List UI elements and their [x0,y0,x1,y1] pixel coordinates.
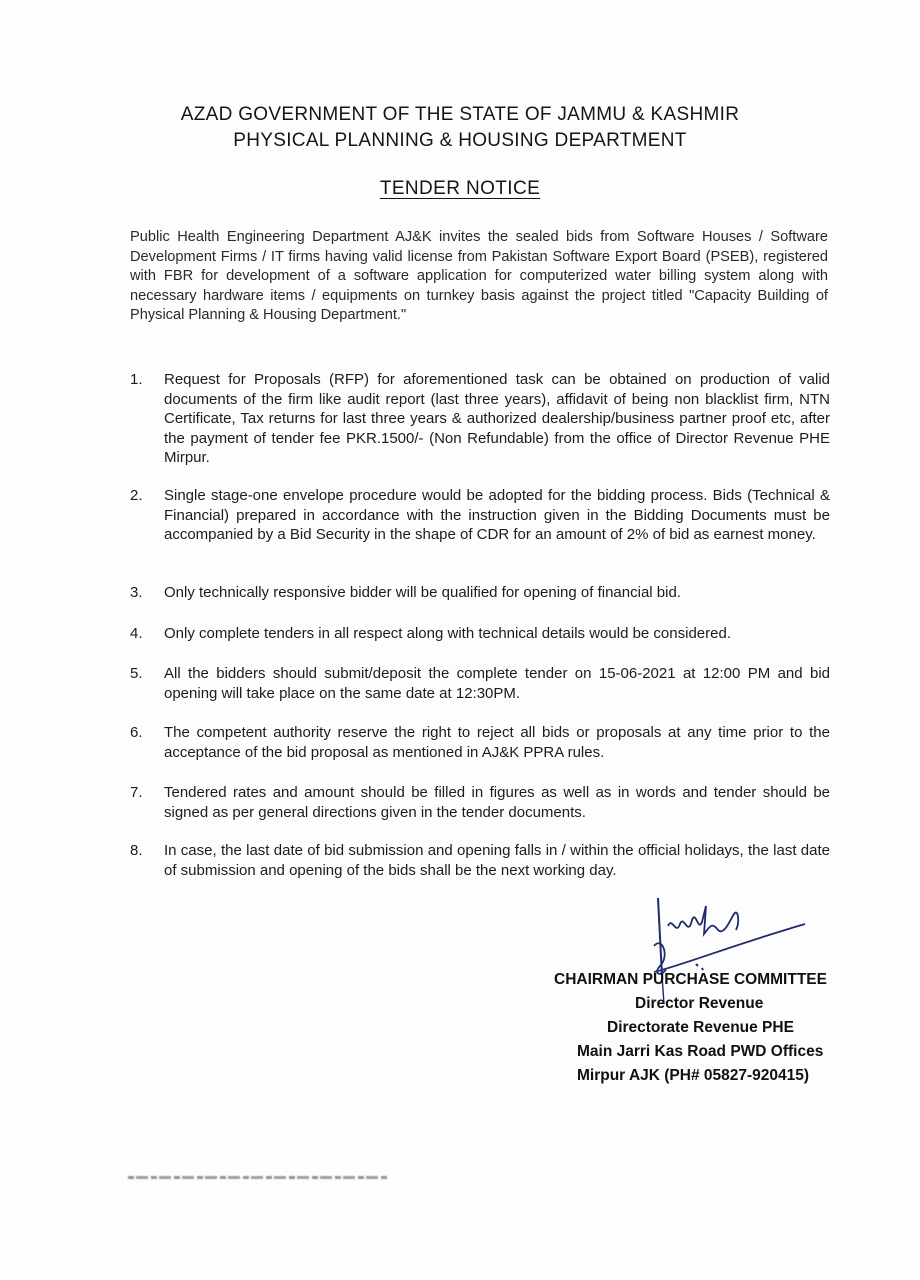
list-item [130,664,830,703]
list-item [130,783,830,822]
notice-title: TENDER NOTICE [379,178,541,199]
signatory-address: Main Jarri Kas Road PWD Offices [577,1043,824,1060]
item-number: 6. [130,724,143,741]
item-text: In case, the last date of bid submission and opening falls in / within the official holidays, the last date of submission and opening of the bids shall be the next working day. [164,842,830,879]
item-number: 5. [130,665,143,682]
signatory-contact: Mirpur AJK (PH# 05827-920415) [577,1067,810,1084]
department-header: PHYSICAL PLANNING & HOUSING DEPARTMENT [233,130,687,151]
government-header: AZAD GOVERNMENT OF THE STATE OF JAMMU & KASHMIR [180,104,740,125]
signatory-title: CHAIRMAN PURCHASE COMMITTEE [554,971,827,988]
item-number: 4. [130,625,143,642]
list-item [130,583,830,603]
item-text: Request for Proposals (RFP) for aforementioned task can be obtained on production of valid documents of the firm like audit report (last three years), affidavit of being non blacklist firm, NTN Certificate, Tax returns for last three years & authorized dealership/business partner proof etc, after the payment of tender fee PKR.1500/- (Non Refundable) from the office of Director Revenue PHE Mirpur. [164,371,830,466]
item-number: 3. [130,584,143,601]
intro-paragraph: Public Health Engineering Department AJ&K invites the sealed bids from Software Houses / Software Development Firms / IT firms having valid license from Pakistan Software Export Board (PSEB), registered with FBR for development of a software application for computerized water billing system along with necessary hardware items / equipments on turnkey basis against the project titled "Capacity Building of Physical Planning & Housing Department." [130,229,828,324]
list-item [130,624,830,644]
item-number: 1. [130,371,143,388]
item-text: The competent authority reserve the right to reject all bids or proposals at any time prior to the acceptance of the bid proposal as mentioned in AJ&K PPRA rules. [164,724,830,761]
item-number: 8. [130,842,143,859]
signatory-block [540,968,870,1088]
signatory-office: Directorate Revenue PHE [607,1019,794,1036]
list-item [130,841,830,880]
item-text: Only complete tenders in all respect along with technical details would be considered. [164,625,731,642]
item-text: Only technically responsive bidder will be qualified for opening of financial bid. [164,584,681,601]
item-number: 7. [130,784,143,801]
item-text: Single stage-one envelope procedure would be adopted for the bidding process. Bids (Technical & Financial) prepared in accordance with the instruction given in the Bidding Documents must be accompanied by a Bid Security in the shape of CDR for an amount of 2% of bid as earnest money. [164,487,830,543]
list-item [130,370,830,468]
item-number: 2. [130,487,143,504]
list-item [130,486,830,545]
item-text: Tendered rates and amount should be filled in figures as well as in words and tender should be signed as per general directions given in the tender documents. [164,784,830,821]
item-text: All the bidders should submit/deposit the complete tender on 15-06-2021 at 12:00 PM and bid opening will take place on the same date at 12:30PM. [164,665,830,702]
footer-file-path [128,1174,388,1182]
footer-illegible-text [128,1176,388,1179]
list-item [130,723,830,762]
signatory-designation: Director Revenue [635,995,764,1012]
notice-title-wrap [0,178,920,200]
